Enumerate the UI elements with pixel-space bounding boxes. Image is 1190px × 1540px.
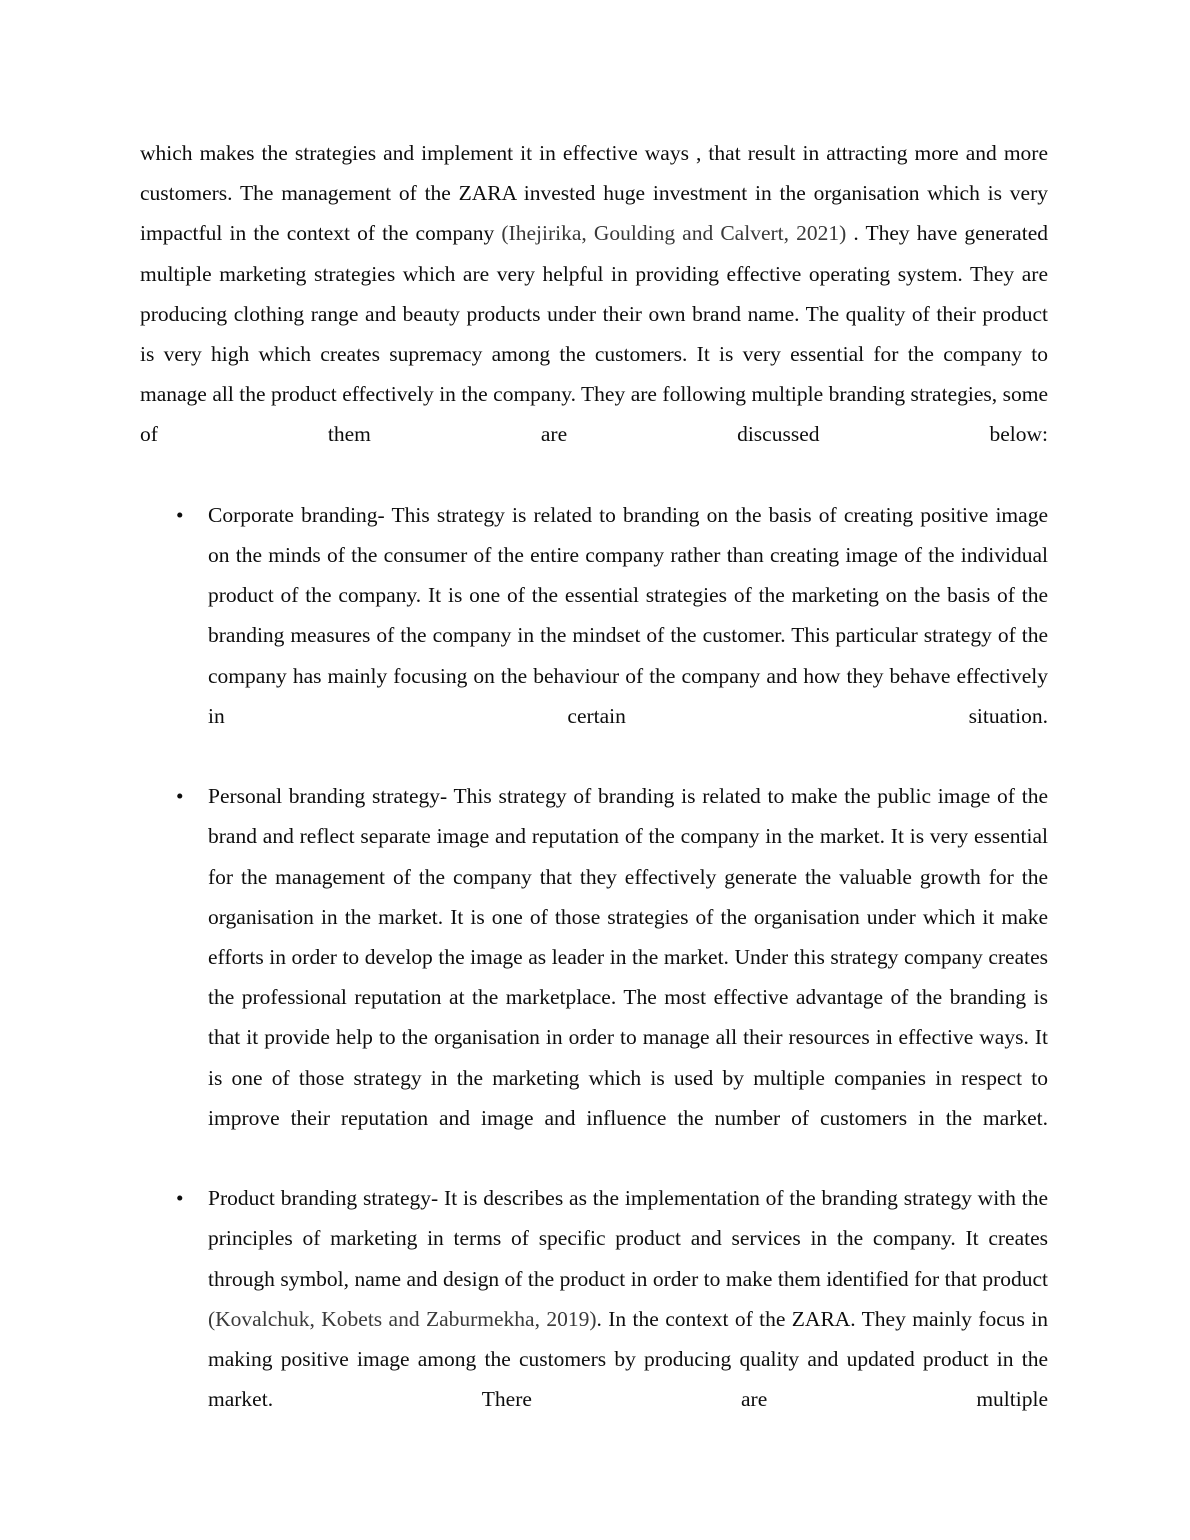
intro-text-before-citation: which makes the strategies and implement it in effective ways , that result in attracting more and more customers. The management of the ZARA invested huge investment in the organisation which is very impactful in the context of the company [140, 141, 1048, 246]
list-item-corporate-branding [140, 495, 1048, 776]
branding-strategies-list [140, 495, 1048, 1460]
list-item-text-before-citation: Product branding strategy- It is describes as the implementation of the branding strategy with the principles of marketing in terms of specific product and services in the company. It creates through symbol, name and design of the product in order to make them identified for that product [208, 1186, 1048, 1291]
list-item-text: Personal branding strategy- This strategy of branding is related to make the public image of the brand and reflect separate image and reputation of the company in the market. It is very essential for the management of the company that they effectively generate the valuable growth for the organisation in the market. It is one of those strategies of the organisation under which it make efforts in order to develop the image as leader in the market. Under this strategy company creates the professional reputation at the marketplace. The most effective advantage of the branding is that it provide help to the organisation in order to manage all their resources in effective ways. It is one of those strategy in the marketing which is used by multiple companies in respect to improve their reputation and image and influence the number of customers in the market. [208, 784, 1048, 1130]
list-item-text-after-citation: . In the context of the ZARA. They mainly focus in making positive image among the customers by producing quality and updated product in the market. There are multiple [208, 1306, 1048, 1412]
list-item-text: Corporate branding- This strategy is related to branding on the basis of creating positive image on the minds of the consumer of the entire company rather than creating image of the individual product of the company. It is one of the essential strategies of the marketing on the basis of the branding measures of the company in the mindset of the customer. This particular strategy of the company has mainly focusing on the behaviour of the company and how they behave effectively in certain situation. [208, 502, 1048, 728]
list-item-product-branding-strategy [140, 1178, 1048, 1459]
bullet-icon: • [176, 784, 184, 809]
bullet-icon: • [176, 1186, 184, 1211]
bullet-icon: • [176, 502, 184, 527]
document-body [140, 133, 1048, 1460]
intro-paragraph [140, 133, 1048, 495]
intro-text-after-citation: . They have generated multiple marketing strategies which are very helpful in providing effective operating system. They are producing clothing range and beauty products under their own brand name. The quality of their product is very high which creates supremacy among the customers. It is very essential for the company to manage all the product effectively in the company. They are following multiple branding strategies, some of them are discussed below: [140, 221, 1048, 447]
list-item-personal-branding-strategy [140, 776, 1048, 1178]
citation-ihejirika: (Ihejirika, Goulding and Calvert, 2021) [501, 221, 847, 246]
citation-kovalchuk: (Kovalchuk, Kobets and Zaburmekha, 2019) [208, 1306, 597, 1331]
